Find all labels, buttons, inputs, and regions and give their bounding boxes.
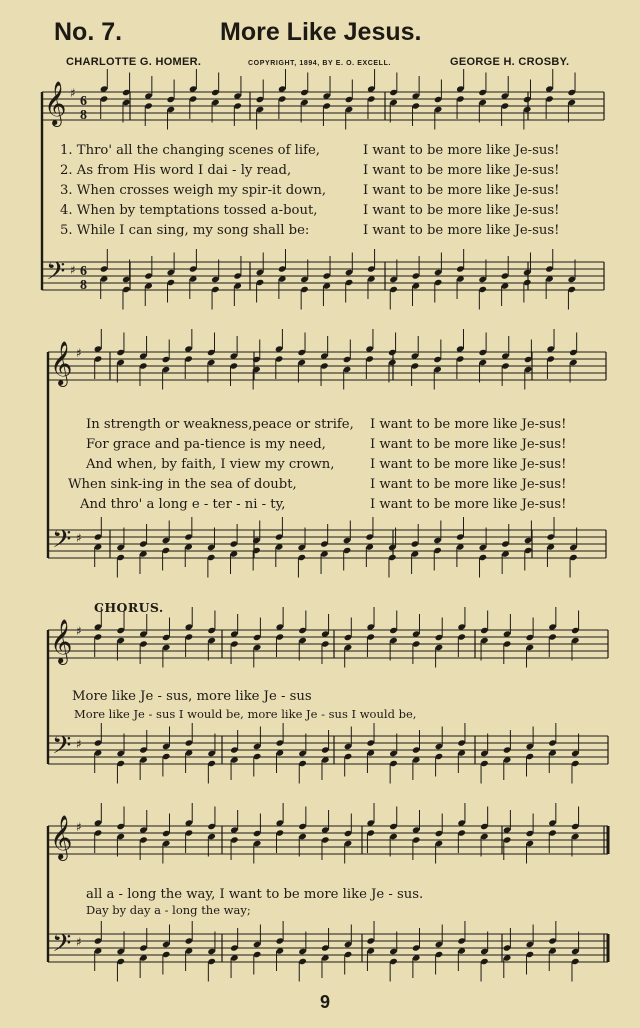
time-signature-top: 6 bbox=[80, 94, 87, 109]
composer-credit: GEORGE H. CROSBY. bbox=[450, 56, 570, 68]
verse-text: For grace and pa-tience is my need, bbox=[86, 437, 326, 452]
chorus-lyric-bass: More like Je - sus I would be, more like Je - sus I would be, bbox=[74, 707, 417, 721]
time-signature-bottom: 8 bbox=[80, 278, 87, 293]
verse-text: Thro' all the changing scenes of life, bbox=[76, 143, 320, 158]
treble-clef-icon: 𝄞 bbox=[44, 81, 67, 125]
verse-number: 1. bbox=[60, 143, 73, 158]
verse-number: 3. bbox=[60, 183, 73, 198]
verse-refrain: I want to be more like Je-sus! bbox=[363, 183, 560, 198]
verse-text: When crosses weigh my spir-it down, bbox=[76, 183, 327, 198]
verse-refrain: I want to be more like Je-sus! bbox=[370, 477, 567, 492]
sharp-sign-icon: ♯ bbox=[76, 624, 82, 638]
verse-line bbox=[60, 204, 317, 217]
chorus-lyric-bass: Day by day a - long the way; bbox=[86, 903, 251, 917]
hymn-number: No. 7. bbox=[54, 18, 123, 46]
chorus-lyric-main: all a - long the way, I want to be more like Je - sus. bbox=[86, 887, 424, 902]
bass-clef-icon: 𝄢 bbox=[52, 731, 72, 766]
treble-clef-icon: 𝄞 bbox=[50, 619, 73, 663]
verse-number: 4. bbox=[60, 203, 73, 218]
verse-number: 5. bbox=[60, 223, 73, 238]
verse-line bbox=[60, 224, 309, 237]
sharp-sign-icon: ♯ bbox=[76, 820, 82, 834]
bass-clef-icon: 𝄢 bbox=[52, 929, 72, 964]
verse-refrain: I want to be more like Je-sus! bbox=[370, 457, 567, 472]
verse-text: In strength or weakness,peace or strife, bbox=[86, 417, 354, 432]
verse-text: And when, by faith, I view my crown, bbox=[86, 457, 335, 472]
verse-refrain: I want to be more like Je-sus! bbox=[363, 143, 560, 158]
bass-clef-icon: 𝄢 bbox=[46, 257, 66, 292]
verse-refrain: I want to be more like Je-sus! bbox=[370, 497, 567, 512]
sharp-sign-icon: ♯ bbox=[76, 737, 82, 751]
page-number: 9 bbox=[320, 992, 331, 1012]
verse-refrain: I want to be more like Je-sus! bbox=[363, 203, 560, 218]
time-signature-bottom: 8 bbox=[80, 108, 87, 123]
verse-line bbox=[60, 164, 291, 177]
verse-number: 2. bbox=[60, 163, 73, 178]
verse-line bbox=[60, 184, 326, 197]
chorus-label: CHORUS. bbox=[94, 600, 164, 615]
sharp-sign-icon: ♯ bbox=[76, 346, 82, 360]
copyright-notice: COPYRIGHT, 1894, BY E. O. EXCELL. bbox=[248, 60, 391, 67]
verse-line bbox=[60, 144, 320, 157]
treble-clef-icon: 𝄞 bbox=[50, 815, 73, 859]
chorus-lyric-main: More like Je - sus, more like Je - sus bbox=[72, 689, 312, 704]
verse-refrain: I want to be more like Je-sus! bbox=[363, 223, 560, 238]
verse-text: When sink-ing in the sea of doubt, bbox=[68, 477, 297, 492]
hymn-title: More Like Jesus. bbox=[220, 18, 422, 46]
bass-clef-icon: 𝄢 bbox=[52, 525, 72, 560]
sharp-sign-icon: ♯ bbox=[76, 531, 82, 545]
verse-refrain: I want to be more like Je-sus! bbox=[370, 437, 567, 452]
author-credit: CHARLOTTE G. HOMER. bbox=[66, 56, 202, 68]
time-signature-top: 6 bbox=[80, 264, 87, 279]
verse-refrain: I want to be more like Je-sus! bbox=[370, 417, 567, 432]
verse-text: As from His word I dai - ly read, bbox=[76, 163, 292, 178]
verse-text: When by temptations tossed a-bout, bbox=[76, 203, 318, 218]
sharp-sign-icon: ♯ bbox=[76, 935, 82, 949]
verse-text: While I can sing, my song shall be: bbox=[76, 223, 310, 238]
verse-text: And thro' a long e - ter - ni - ty, bbox=[80, 497, 286, 512]
sharp-sign-icon: ♯ bbox=[70, 263, 76, 277]
verse-refrain: I want to be more like Je-sus! bbox=[363, 163, 560, 178]
treble-clef-icon: 𝄞 bbox=[50, 341, 73, 385]
sharp-sign-icon: ♯ bbox=[70, 86, 76, 100]
